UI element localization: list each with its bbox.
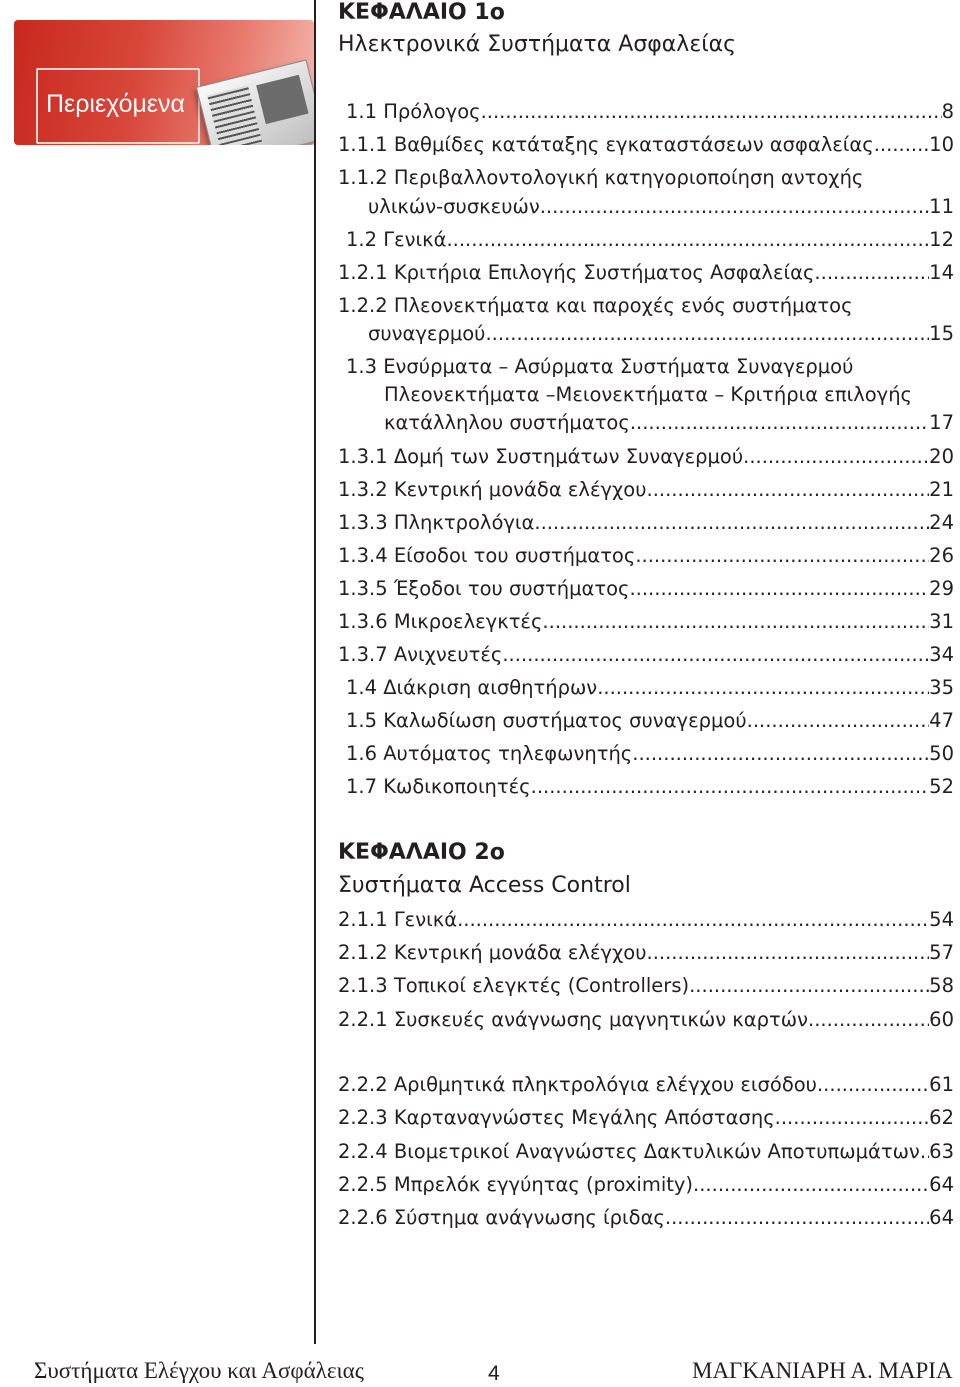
toc-entry[interactable]: 2.1.3 Τοπικοί ελεγκτές (Controllers) ..... 58	[338, 972, 954, 1000]
toc-entry[interactable]: 1.7 Κωδικοποιητές ..... 52	[346, 773, 954, 801]
toc-entry[interactable]: 1.6 Αυτόματος τηλεφωνητής ..... 50	[346, 740, 954, 768]
toc-entry[interactable]: 2.2.4 Βιομετρικοί Αναγνώστες Δακτυλικών Αποτυπωμάτων ..... 63	[338, 1138, 954, 1166]
contents-banner	[14, 20, 314, 145]
toc-entry-line[interactable]: Πλεονεκτήματα –Μειονεκτήματα – Κριτήρια επιλογής	[384, 383, 913, 406]
toc-entry[interactable]: 2.2.5 Μπρελόκ εγγύητας (proximity) ..... 64	[338, 1171, 954, 1199]
footer-page-number: 4	[488, 1362, 500, 1385]
chapter-2-subtitle: Συστήματα Access Control	[338, 873, 631, 898]
toc-entry[interactable]: 1.3.2 Κεντρική μονάδα ελέγχου ..... 21	[338, 476, 954, 504]
toc-entry[interactable]: 1.3.7 Ανιχνευτές ..... 34	[338, 641, 954, 669]
toc-entry[interactable]: 2.2.6 Σύστημα ανάγνωσης ίριδας ..... 64	[338, 1204, 954, 1232]
footer-author: ΜΑΓΚΑΝΙΑΡΗ Α. ΜΑΡΙΑ	[692, 1358, 953, 1383]
footer-title: Συστήματα Ελέγχου και Ασφάλειας	[34, 1358, 364, 1383]
toc-entry[interactable]: 2.1.2 Κεντρική μονάδα ελέγχου ..... 57	[338, 939, 954, 967]
toc-entry[interactable]: 2.2.3 Καρταναγνώστες Μεγάλης Απόστασης ..... 62	[338, 1104, 954, 1132]
toc-entry[interactable]: 1.3.6 Μικροελεγκτές ..... 31	[338, 608, 954, 636]
toc-entry[interactable]: 2.2.1 Συσκευές ανάγνωσης μαγνητικών καρτών ..... 60	[338, 1006, 954, 1034]
toc-entry[interactable]: 1.2 Γενικά ..... 12	[346, 226, 954, 254]
vertical-divider	[314, 0, 316, 1344]
toc-entry-line[interactable]: 1.3 Ενσύρματα – Ασύρματα Συστήματα Συναγερμού	[346, 355, 854, 378]
chapter-2-title: ΚΕΦΑΛΑΙΟ 2ο	[338, 840, 505, 865]
toc-entry[interactable]: κατάλληλου συστήματος ..... 17	[384, 409, 954, 437]
toc-entry[interactable]: 2.1.1 Γενικά ..... 54	[338, 906, 954, 934]
toc-entry[interactable]: 1.3.5 Έξοδοι του συστήματος ..... 29	[338, 575, 954, 603]
toc-entry[interactable]: 1.3.4 Είσοδοι του συστήματος ..... 26	[338, 542, 954, 570]
toc-entry[interactable]: 1.5 Καλωδίωση συστήματος συναγερμού ..... 47	[346, 707, 954, 735]
toc-entry[interactable]: 1.2.1 Κριτήρια Επιλογής Συστήματος Ασφαλείας ..... 14	[338, 259, 954, 287]
toc-entry[interactable]: 1.3.3 Πληκτρολόγια ..... 24	[338, 509, 954, 537]
toc-entry-line[interactable]: 1.2.2 Πλεονεκτήματα και παροχές ενός συστήματος	[338, 294, 853, 317]
toc-entry[interactable]: συναγερμού ..... 15	[368, 320, 954, 348]
toc-entry[interactable]: 1.3.1 Δομή των Συστημάτων Συναγερμού ..... 20	[338, 443, 954, 471]
toc-entry-line[interactable]: 1.1.2 Περιβαλλοντολογική κατηγοριοποίηση αντοχής	[338, 166, 864, 189]
toc-entry[interactable]: 2.2.2 Αριθμητικά πληκτρολόγια ελέγχου εισόδου ..... 61	[338, 1071, 954, 1099]
chapter-1-subtitle: Ηλεκτρονικά Συστήματα Ασφαλείας	[338, 32, 737, 57]
toc-entry[interactable]: υλικών-συσκευών ..... 11	[368, 193, 954, 221]
toc-entry[interactable]: 1.1 Πρόλογος ..... 8	[346, 98, 954, 126]
toc-entry[interactable]: 1.1.1 Βαθμίδες κατάταξης εγκαταστάσεων ασφαλείας ..... 10	[338, 131, 954, 159]
banner-label: Περιεχόμενα	[46, 90, 185, 118]
chapter-1-title: ΚΕΦΑΛΑΙΟ 1ο	[338, 0, 505, 25]
toc-entry[interactable]: 1.4 Διάκριση αισθητήρων ..... 35	[346, 674, 954, 702]
